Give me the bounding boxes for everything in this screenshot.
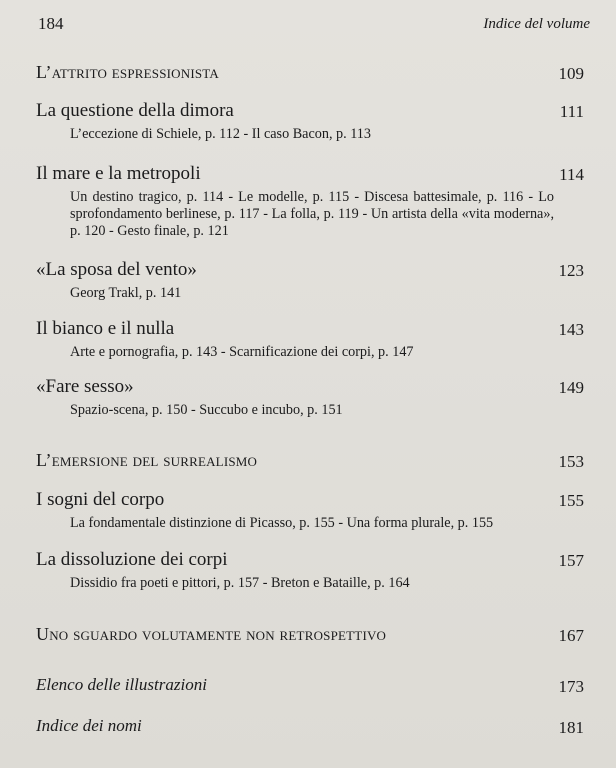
- toc-appendix-title: Indice dei nomi: [36, 716, 142, 735]
- toc-chapter-title: «Fare sesso»: [36, 376, 134, 397]
- toc-section-title: L’emersione del surrealismo: [36, 450, 258, 470]
- toc-entry: [36, 624, 584, 650]
- toc-subtopics: Spazio-scena, p. 150 - Succubo e incubo, p. 151: [70, 402, 343, 418]
- toc-entry: [36, 376, 584, 419]
- toc-page-number: 173: [558, 677, 584, 696]
- toc-chapter-title: La questione della dimora: [36, 100, 234, 121]
- toc-page-number: 109: [558, 64, 584, 83]
- toc-section-title: Uno sguardo volutamente non retrospettivo: [36, 624, 387, 644]
- toc-page-number: 111: [559, 102, 584, 121]
- toc-subtopics: Georg Trakl, p. 141: [70, 285, 182, 301]
- toc-page-number: 157: [558, 551, 584, 570]
- toc-section-title: L’attrito espressionista: [36, 62, 219, 82]
- toc-entry: [36, 675, 584, 701]
- toc-page-number: 155: [558, 491, 584, 510]
- toc-chapter-title: «La sposa del vento»: [36, 259, 197, 280]
- toc-appendix-title: Elenco delle illustrazioni: [36, 675, 207, 694]
- toc-entry: [36, 259, 584, 302]
- toc-subtopics: La fondamentale distinzione di Picasso, p. 155 - Una forma plurale, p. 155: [70, 515, 494, 531]
- toc-entry: [36, 318, 584, 361]
- toc-page-number: 167: [558, 626, 584, 645]
- toc-entry: [36, 549, 584, 592]
- toc-chapter-title: La dissoluzione dei corpi: [36, 549, 228, 570]
- toc-subtopics: L’eccezione di Schiele, p. 112 - Il caso Bacon, p. 113: [70, 126, 371, 142]
- toc-page-number: 149: [558, 378, 584, 397]
- toc-entry: [36, 716, 584, 742]
- toc-subtopics: Un destino tragico, p. 114 - Le modelle, p. 115 - Discesa battesimale, p. 116 - Lo sprofondamento berlinese, p. 117 - La folla, p. 119 - Un artista della «vita moderna», p. 120 - Gesto finale, p. 121: [70, 189, 554, 239]
- toc-page-number: 123: [558, 261, 584, 280]
- toc-chapter-title: Il mare e la metropoli: [36, 163, 201, 184]
- toc-chapter-title: Il bianco e il nulla: [36, 318, 175, 339]
- page-number: 184: [38, 14, 64, 33]
- toc-subtopics: Arte e pornografia, p. 143 - Scarnificazione dei corpi, p. 147: [70, 344, 414, 360]
- toc-page-number: 181: [558, 718, 584, 737]
- toc-entry: [36, 163, 584, 240]
- toc-entry: [36, 100, 584, 143]
- toc-entry: [36, 62, 584, 88]
- toc-page-number: 114: [559, 165, 584, 184]
- toc-page-number: 153: [558, 452, 584, 471]
- toc-entry: [36, 450, 584, 476]
- toc-subtopics: Dissidio fra poeti e pittori, p. 157 - Breton e Bataille, p. 164: [70, 575, 410, 591]
- running-title: Indice del volume: [483, 16, 590, 32]
- toc-chapter-title: I sogni del corpo: [36, 489, 165, 510]
- toc-entry: [36, 489, 584, 532]
- toc-page-number: 143: [558, 320, 584, 339]
